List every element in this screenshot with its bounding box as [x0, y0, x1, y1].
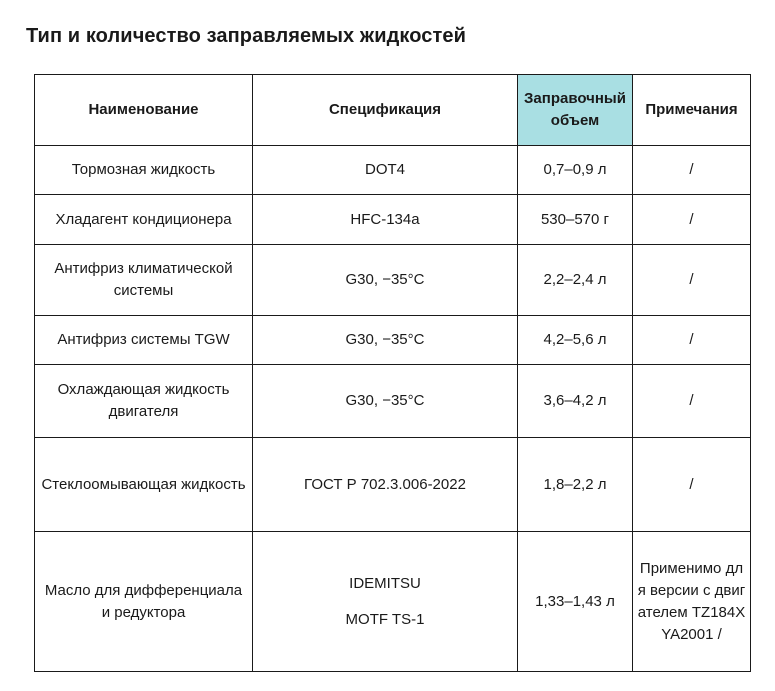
cell-volume: 0,7–0,9 л — [518, 146, 633, 195]
column-header-notes: Примечания — [633, 75, 751, 146]
cell-volume: 2,2–2,4 л — [518, 245, 633, 316]
cell-name: Масло для дифференциала и редуктора — [35, 532, 253, 672]
cell-notes: / — [633, 245, 751, 316]
cell-volume: 4,2–5,6 л — [518, 316, 633, 365]
cell-notes: / — [633, 365, 751, 438]
cell-volume: 1,8–2,2 л — [518, 438, 633, 532]
cell-spec-line: MOTF TS-1 — [345, 610, 425, 628]
cell-spec: G30, −35°C — [253, 245, 518, 316]
table-row — [35, 245, 751, 316]
table-row — [35, 438, 751, 532]
table-row — [35, 532, 751, 672]
cell-notes: / — [633, 316, 751, 365]
cell-volume: 530–570 г — [518, 195, 633, 245]
cell-name: Антифриз системы TGW — [35, 316, 253, 365]
cell-spec: DOT4 — [253, 146, 518, 195]
cell-name: Стеклоомывающая жидкость — [35, 438, 253, 532]
page-title: Тип и количество заправляемых жидкостей — [26, 25, 467, 47]
cell-name: Тормозная жидкость — [35, 146, 253, 195]
cell-spec: HFC-134a — [253, 195, 518, 245]
cell-name: Охлаждающая жидкость двигателя — [35, 365, 253, 438]
cell-notes: Применимо для версии с двигателем TZ184XYA2001 / — [633, 532, 751, 672]
table-row — [35, 316, 751, 365]
cell-spec-line: IDEMITSU — [349, 574, 421, 592]
table-row — [35, 195, 751, 245]
cell-spec — [253, 532, 518, 672]
cell-name: Хладагент кондиционера — [35, 195, 253, 245]
column-header-name: Наименование — [35, 75, 253, 146]
column-header-spec: Спецификация — [253, 75, 518, 146]
table-header-row — [35, 75, 751, 146]
cell-name: Антифриз климатической системы — [35, 245, 253, 316]
table-row — [35, 146, 751, 195]
cell-volume: 3,6–4,2 л — [518, 365, 633, 438]
cell-notes: / — [633, 438, 751, 532]
fluids-table — [34, 74, 751, 672]
cell-volume: 1,33–1,43 л — [518, 532, 633, 672]
table-row — [35, 365, 751, 438]
column-header-volume: Заправочный объем — [518, 75, 633, 146]
cell-spec: G30, −35°C — [253, 365, 518, 438]
cell-notes: / — [633, 146, 751, 195]
cell-notes: / — [633, 195, 751, 245]
cell-spec: ГОСТ Р 702.3.006-2022 — [253, 438, 518, 532]
cell-spec: G30, −35°C — [253, 316, 518, 365]
